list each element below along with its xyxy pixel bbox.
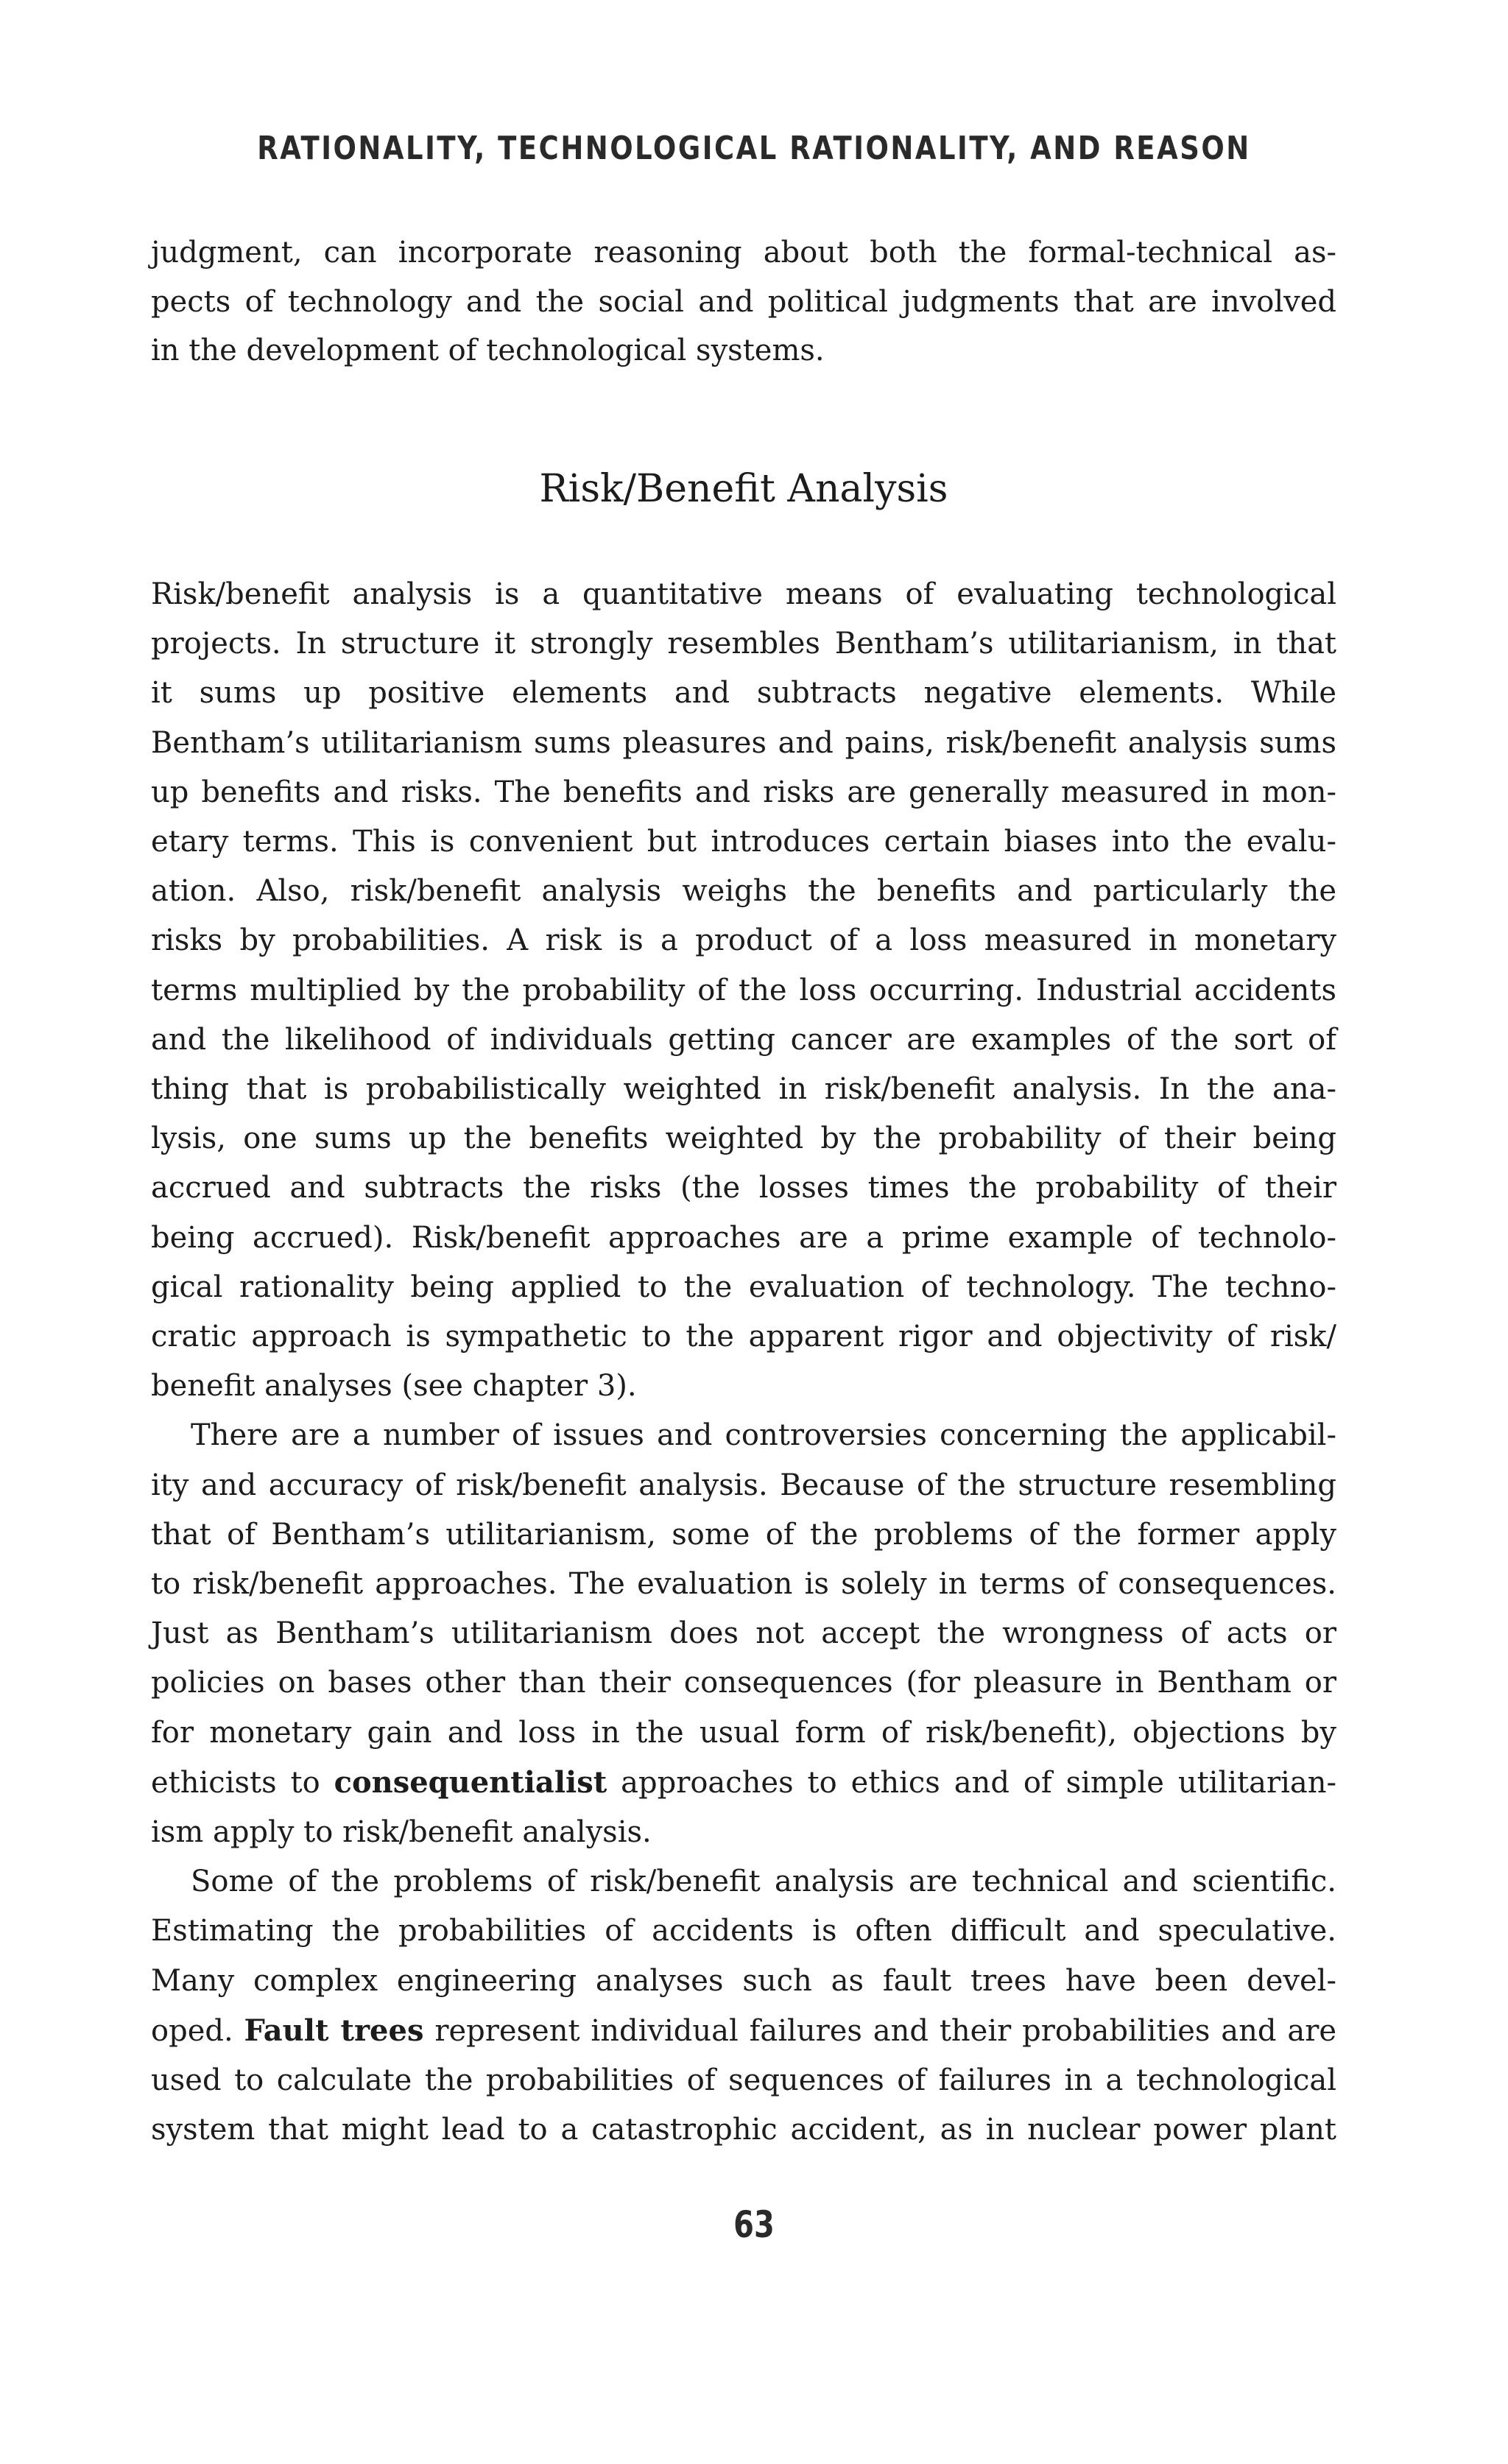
text-run: approaches to ethics and of simple utilitarian- [607,1765,1336,1800]
text-line: Just as Bentham’s utilitarianism does not accept the wrongness of acts or [151,1616,1336,1651]
text-line: ity and accuracy of risk/benefit analysis. Because of the structure resembling [151,1468,1336,1502]
text-line: benefit analyses (see chapter 3). [151,1369,637,1404]
text-line: for monetary gain and loss in the usual form of risk/benefit), objections by [151,1715,1336,1750]
text-line: judgment, can incorporate reasoning about both the formal-technical as- [151,236,1336,270]
text-line: ism apply to risk/benefit analysis. [151,1815,652,1850]
text-line: Bentham’s utilitarianism sums pleasures and pains, risk/benefit analysis sums [151,725,1336,760]
text-line [151,2006,1336,2056]
text-line: policies on bases other than their consequences (for pleasure in Bentham or [151,1666,1336,1700]
running-head: RATIONALITY, TECHNOLOGICAL RATIONALITY, AND REASON [257,130,1251,167]
text-line [151,1758,1336,1808]
text-line: up benefits and risks. The benefits and risks are generally measured in mon- [151,775,1336,809]
text-line: pects of technology and the social and political judgments that are involved [151,284,1336,319]
text-line: in the development of technological systems. [151,334,825,368]
text-line: Estimating the probabilities of accidents is often difficult and speculative. [151,1914,1336,1949]
text-line: used to calculate the probabilities of sequences of failures in a technological [151,2063,1336,2098]
text-line: etary terms. This is convenient but introduces certain biases into the evalu- [151,825,1336,859]
text-line: Some of the problems of risk/benefit analysis are technical and scientific. [191,1865,1336,1899]
text-line: it sums up positive elements and subtracts negative elements. While [151,676,1336,711]
text-run: represent individual failures and their probabilities and are [423,2013,1337,2048]
text-line: system that might lead to a catastrophic accident, as in nuclear power plant [151,2113,1336,2147]
body-text [151,570,1336,2155]
text-line: ation. Also, risk/benefit analysis weighs the benefits and particularly the [151,874,1336,909]
text-line: lysis, one sums up the benefits weighted by the probability of their being [151,1122,1336,1156]
text-line: Risk/benefit analysis is a quantitative means of evaluating technological [151,577,1336,611]
text-run: oped. [151,2013,244,2048]
text-line: projects. In structure it strongly resembles Bentham’s utilitarianism, in that [151,627,1336,661]
text-line: thing that is probabilistically weighted in risk/benefit analysis. In the ana- [151,1072,1336,1107]
text-line: accrued and subtracts the risks (the losses times the probability of their [151,1171,1336,1205]
text-line: Many complex engineering analyses such as fault trees have been devel- [151,1963,1336,1998]
text-line: terms multiplied by the probability of the loss occurring. Industrial accidents [151,973,1336,1007]
text-line: There are a number of issues and controversies concerning the applicabil- [191,1418,1336,1453]
text-line: cratic approach is sympathetic to the apparent rigor and objectivity of risk/ [151,1320,1336,1354]
text-line: that of Bentham’s utilitarianism, some of the problems of the former apply [151,1517,1336,1552]
text-line: and the likelihood of individuals getting cancer are examples of the sort of [151,1022,1336,1057]
opening-paragraph [151,228,1336,376]
text-line: gical rationality being applied to the evaluation of technology. The techno- [151,1270,1336,1304]
text-line: risks by probabilities. A risk is a product of a loss measured in monetary [151,923,1336,958]
page-number: 63 [733,2203,775,2246]
text-line: to risk/benefit approaches. The evaluation is solely in terms of consequences. [151,1567,1336,1602]
text-run: ethicists to [151,1765,334,1800]
key-term-fault-trees: Fault trees [244,2013,424,2048]
text-line: being accrued). Risk/benefit approaches are a prime example of technolo- [151,1220,1336,1255]
key-term-consequentialist: consequentialist [334,1764,607,1800]
section-heading: Risk/Benefit Analysis [539,467,948,511]
